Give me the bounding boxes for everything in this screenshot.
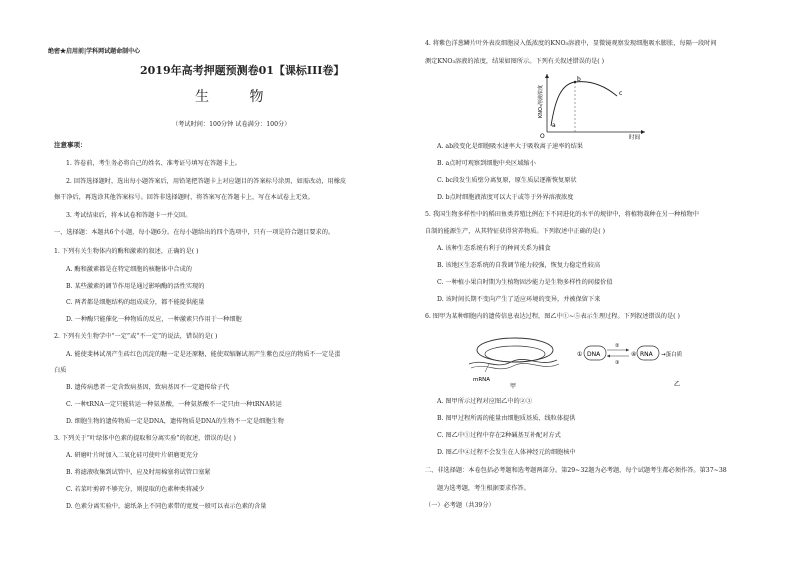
q4-concentration-graph [533,70,653,140]
label-a: a [552,122,556,129]
point-b [574,81,576,83]
mrna-label: mRNA [473,377,491,383]
protein-label: →蛋白质 [661,352,683,358]
exam-title: 2019年高考押题预测卷01【课标III卷】 [140,64,345,77]
step-4: ④ [631,351,637,358]
dna-label: DNA [587,351,601,358]
reverse-transcription-arrowhead [607,355,610,358]
y-axis-arrow [545,74,549,78]
notes-heading: 注意事项： [54,141,87,149]
q6-diagram-jia [465,328,575,390]
q1-option-a: A. 酶和激素都是在特定细胞的核糖体中合成的 [66,266,192,273]
q5-option-b: B. 该地区生态系统的自我调节能力较强，恢复力稳定性较高 [437,262,601,269]
ribosome-small [485,346,545,362]
note-2-cont: 擦干净后，再选涂其他答案标号。回答非选择题时，将答案写在答题卡上，写在本试卷上无效。 [54,194,314,201]
q6-diagram-yi [577,336,697,388]
q1-option-c: C. 两者都是细胞结构的组成成分，都不能提供能量 [66,299,205,306]
q5-option-d: D. 该时间长期不变向产生了适应环境的变异，并被保留下来 [437,296,601,303]
secret-mark: 绝密★启用前|学科网试题命制中心 [48,48,141,55]
q3-option-c: C. 若菜叶剪碎不够充分，则提取的色素种类将减少 [66,486,205,493]
step-3: ③ [615,360,620,366]
q1-option-b: B. 某些激素的调节作用是通过影响酶的活性实现的 [66,283,205,290]
note-1: 1. 答卷前，考生务必将自己的姓名、准考证号填写在答题卡上。 [66,160,241,167]
q3-option-a: A. 研磨叶片时加入二氧化硅可使叶片研磨更充分 [66,452,199,459]
label-yi: 乙 [674,381,681,388]
q2-option-a: A. 能使斐林试剂产生砖红色沉淀的糖一定是还原糖，能使双缩脲试剂产生紫色反应的物质不一定是蛋 [66,351,341,358]
q3-option-d: D. 色素分离实验中，滤纸条上不同色素带的宽度一般可以表示色素的含量 [66,503,267,510]
section2-intro-line2: 题为选考题，考生根据要求作答。 [437,485,530,492]
label-jia: 甲 [510,383,517,390]
q6-option-b: B. 图甲过程所需的能量由细胞质基质、线粒体提供 [437,415,576,422]
q2-option-b: B. 遗传病患者一定含致病基因，致病基因不一定遗传给子代 [66,384,230,391]
q3-option-b: B. 将滤液收集到试管中，应及时用棉塞将试管口塞紧 [66,469,211,476]
note-2: 2. 回答选择题时，选出每小题答案后，用铅笔把答题卡上对应题目的答案标号涂黑，如需改动，用橡皮 [66,178,347,185]
q5-stem-line2: 自制的能源生产，从其特征获得营养物质。下列叙述中正确的是( ) [425,228,606,235]
x-axis-label: 时间 [629,135,641,140]
concentration-curve [551,82,617,126]
q4-option-c: C. bc段发生质壁分离复原，原生质层逐渐恢复原状 [437,177,577,184]
dna-strand [471,363,559,368]
q4-stem-line2: 测定KNO₃溶液的浓度，结果如图所示。下列有关叙述错误的是( ) [425,58,605,65]
q1-stem: 1. 下列有关生物体内的酶和激素的叙述，正确的是( ) [54,248,199,255]
step-2: ② [615,343,620,349]
rna-label: RNA [640,351,653,358]
q2-option-a-cont: 白质 [54,367,67,374]
q4-stem-line1: 4. 将紫色洋葱鳞片叶外表皮细胞浸入低浓度的KNO₃溶液中，显微镜观察发现细胞吸水膨胀，每隔一段时间 [425,40,717,47]
q5-option-a: A. 该种生态系统有利于的种间关系为捕食 [437,245,551,252]
mrna-pointer [485,364,489,372]
label-origin: O [540,133,545,140]
q4-option-a: A. ab段变化是细胞吸水速率大于吸收离子速率的结果 [437,143,583,150]
subject-title: 生 物 [195,89,282,105]
q5-option-c: C. 一种植小果自时期为生植物固沙能力是生物多样性的间接价值 [437,279,613,286]
q5-stem-line1: 5. 我国生物多样性中的稻田鱼类养殖比例在下不同进化的水平的规律中，将植物栽种在另一种植物中 [425,211,699,218]
q2-option-d: D. 细胞生物的遗传物质一定是DNA，遗传物质是DNA的生物不一定是细胞生物 [66,418,284,425]
section1-intro: 一、选择题：本题共6个小题，每小题6分。在每小题给出的四个选项中，只有一项是符合题目要求的。 [54,229,335,236]
q6-option-d: D. 图乙中④过程不会发生在人体神经元的细胞核中 [437,449,576,456]
q1-option-d: D. 一种酶只能催化一种物质的反应，一种激素只作用于一种细胞 [66,316,242,323]
q2-stem: 2. 下列有关生物学中“一定”或“不一定”的说法，错误的是( ) [54,333,218,340]
section2-intro-line1: 二、非选择题：本卷包括必考题和选考题两部分。第29~32题为必考题，每个试题考生都必须作答。第37~38 [425,467,727,474]
q2-option-c: C. 一种tRNA一定只能转运一种氨基酸，一种氨基酸不一定只由一种tRNA转运 [66,401,282,408]
exam-info: （考试时间：100分钟 试卷满分：100分） [172,121,291,128]
q4-option-d: D. b点时细胞液浓度可以大于或等于外界溶液浓度 [437,194,574,201]
label-c: c [619,90,623,97]
label-b: b [577,76,581,83]
section2-sub: （一）必考题（共39分） [425,502,495,509]
q6-stem: 6. 图甲为某种细胞内的遗传信息表达过程，图乙中①~⑤表示生理过程。下列叙述错误的是( ) [425,313,680,320]
note-3: 3. 考试结束后，将本试卷和答题卡一并交回。 [66,212,192,219]
step-1: ① [577,351,583,358]
q3-stem: 3. 下列关于“叶绿体中色素的提取和分离实验”的叙述，错误的是( ) [54,435,236,442]
q6-option-a: A. 图甲所示过程对应图乙中的②③ [437,398,533,405]
transcription-arrowhead [626,349,629,352]
q6-option-c: C. 图乙中①过程中存在2种碱基互补配对方式 [437,432,561,439]
x-axis-arrow [641,130,645,134]
y-axis-label: KNO₃溶液浓度 [538,85,544,118]
q4-option-b: B. a点时可观察到细胞中央区域缩小 [437,160,536,167]
